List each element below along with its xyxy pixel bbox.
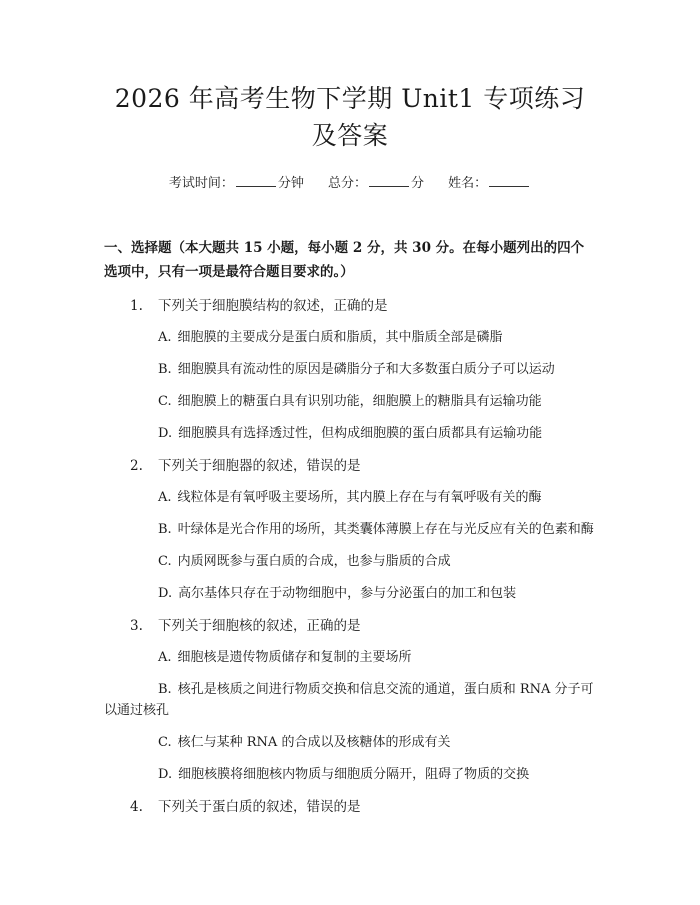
option-letter: D. bbox=[158, 586, 173, 601]
option-text: 叶绿体是光合作用的场所，其类囊体薄膜上存在与光反应有关的色素和酶 bbox=[177, 522, 594, 537]
option bbox=[104, 764, 596, 785]
option-text: 线粒体是有氧呼吸主要场所，其内膜上存在与有氧呼吸有关的酶 bbox=[177, 490, 542, 505]
option-letter: C. bbox=[158, 735, 172, 750]
option bbox=[104, 391, 596, 412]
option-text: 细胞膜的主要成分是蛋白质和脂质，其中脂质全部是磷脂 bbox=[177, 330, 503, 345]
name-blank bbox=[489, 174, 529, 187]
option-text: 内质网既参与蛋白质的合成，也参与脂质的合成 bbox=[177, 554, 451, 569]
question-text: 下列关于细胞核的叙述，正确的是 bbox=[158, 618, 361, 634]
time-label: 考试时间： bbox=[168, 176, 234, 191]
option-letter: C. bbox=[158, 554, 172, 569]
option bbox=[104, 551, 596, 572]
option-letter: B. bbox=[158, 682, 172, 697]
option-text: 细胞核是遗传物质储存和复制的主要场所 bbox=[177, 650, 412, 665]
score-unit: 分 bbox=[411, 176, 425, 191]
question-list bbox=[104, 296, 596, 817]
option-text: 细胞膜上的糖蛋白具有识别功能，细胞膜上的糖脂具有运输功能 bbox=[177, 394, 542, 409]
question-text: 下列关于细胞膜结构的叙述，正确的是 bbox=[158, 298, 388, 314]
question-number: 4. bbox=[130, 799, 143, 815]
option bbox=[104, 487, 596, 508]
option-letter: B. bbox=[158, 362, 172, 377]
exam-meta bbox=[104, 174, 596, 194]
option bbox=[104, 359, 596, 380]
document-title: 2026 年高考生物下学期 Unit1 专项练习及答案 bbox=[114, 84, 586, 150]
exam-time bbox=[169, 174, 304, 194]
option-letter: C. bbox=[158, 394, 172, 409]
option-text: 细胞膜具有选择透过性，但构成细胞膜的蛋白质都具有运输功能 bbox=[178, 426, 543, 441]
question bbox=[104, 797, 596, 817]
option-text: 核孔是核质之间进行物质交换和信息交流的通道，蛋白质和 RNA 分子可以通过核孔 bbox=[104, 682, 594, 718]
question bbox=[104, 616, 596, 636]
option bbox=[104, 327, 596, 348]
question bbox=[104, 296, 596, 316]
option-text: 核仁与某种 RNA 的合成以及核糖体的形成有关 bbox=[177, 735, 451, 750]
question-text: 下列关于细胞器的叙述，错误的是 bbox=[158, 458, 361, 474]
question-number: 1. bbox=[130, 298, 143, 314]
exam-score bbox=[328, 174, 424, 194]
option-letter: A. bbox=[158, 490, 172, 505]
option bbox=[104, 519, 596, 540]
option-letter: A. bbox=[158, 330, 172, 345]
option bbox=[104, 423, 596, 444]
score-label: 总分： bbox=[327, 176, 367, 191]
option bbox=[104, 647, 596, 668]
option-text: 细胞核膜将细胞核内物质与细胞质分隔开，阻碍了物质的交换 bbox=[178, 767, 530, 782]
name-label: 姓名： bbox=[448, 176, 488, 191]
option-text: 高尔基体只存在于动物细胞中，参与分泌蛋白的加工和包装 bbox=[178, 586, 517, 601]
option bbox=[104, 679, 596, 721]
option-letter: A. bbox=[158, 650, 172, 665]
option bbox=[104, 732, 596, 753]
question-text: 下列关于蛋白质的叙述，错误的是 bbox=[158, 799, 361, 815]
question-number: 3. bbox=[130, 618, 143, 634]
option-text: 细胞膜具有流动性的原因是磷脂分子和大多数蛋白质分子可以运动 bbox=[177, 362, 555, 377]
option bbox=[104, 583, 596, 604]
time-blank bbox=[236, 174, 276, 187]
question bbox=[104, 456, 596, 476]
question-number: 2. bbox=[130, 458, 143, 474]
option-letter: D. bbox=[158, 426, 173, 441]
score-blank bbox=[369, 174, 409, 187]
time-unit: 分钟 bbox=[277, 176, 304, 191]
option-letter: D. bbox=[158, 767, 173, 782]
option-letter: B. bbox=[158, 522, 172, 537]
section-heading: 一、选择题（本大题共 15 小题，每小题 2 分，共 30 分。在每小题列出的四个选项中，只有一项是最符合题目要求的。） bbox=[104, 240, 585, 280]
exam-name bbox=[448, 174, 531, 194]
